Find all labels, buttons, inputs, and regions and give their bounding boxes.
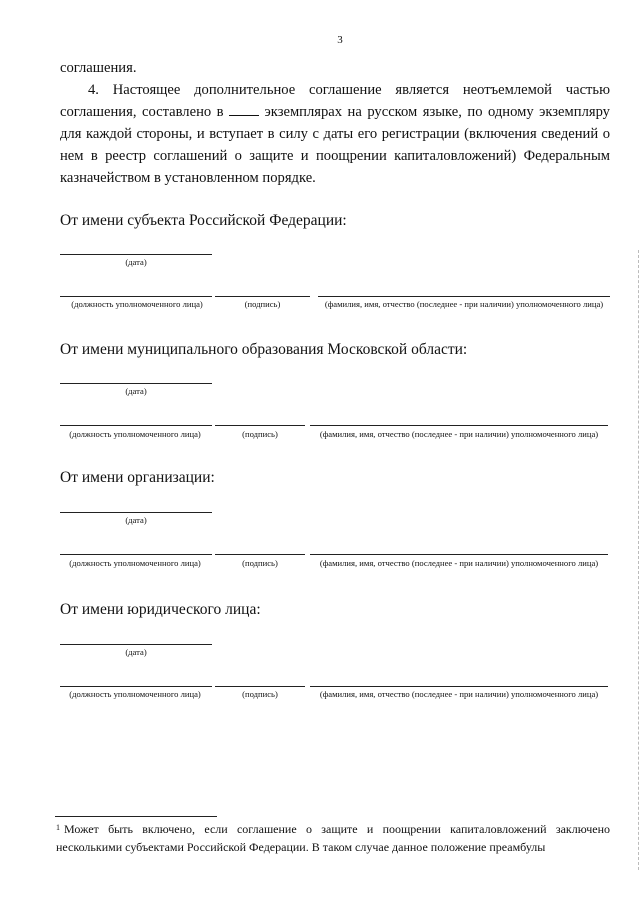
date-caption: (дата) xyxy=(125,386,147,396)
item-4-text-end: экземплярах на русском языке, по одному экземпляру для каждой стороны, и вступает в силу с даты его регистрации (включения сведений о нем в реестр соглашений о защите и поощрении капиталовложений) Федеральным казначейством в установленном порядке. xyxy=(60,104,610,186)
position-caption: (должность уполномоченного лица) xyxy=(69,429,201,439)
footnote-text: Может быть включено, если соглашение о защите и поощрении капиталовложений заключено несколькими субъектами Российской Федерации. В таком случае данное положение преамбулы xyxy=(56,822,610,854)
signature-line xyxy=(215,554,305,555)
signature-caption: (подпись) xyxy=(244,299,281,309)
full-name-caption: (фамилия, имя, отчество (последнее - при наличии) уполномоченного лица) xyxy=(319,689,599,699)
position-line xyxy=(60,554,212,555)
signature-block-title: От имени юридического лица: xyxy=(60,601,261,618)
position-caption: (должность уполномоченного лица) xyxy=(71,299,203,309)
position-line xyxy=(60,425,212,426)
signature-caption: (подпись) xyxy=(242,689,278,699)
page-number: 3 xyxy=(337,34,343,46)
date-caption: (дата) xyxy=(125,515,147,525)
date-line xyxy=(60,254,212,255)
full-name-caption: (фамилия, имя, отчество (последнее - при наличии) уполномоченного лица) xyxy=(319,558,599,568)
paragraph-item-4 xyxy=(60,79,610,189)
signature-line xyxy=(215,296,310,297)
signature-block-title: От имени субъекта Российской Федерации: xyxy=(60,212,347,229)
signature-block-title: От имени организации: xyxy=(60,469,215,486)
date-line xyxy=(60,512,212,513)
signature-block-title: От имени муниципального образования Московской области: xyxy=(60,341,468,358)
scan-edge xyxy=(637,250,639,870)
copies-count-blank xyxy=(229,103,259,116)
position-caption: (должность уполномоченного лица) xyxy=(69,558,201,568)
position-line xyxy=(60,686,212,687)
date-caption: (дата) xyxy=(125,647,147,657)
full-name-line xyxy=(318,296,610,297)
date-caption: (дата) xyxy=(125,257,147,267)
footnote xyxy=(56,820,610,856)
full-name-caption: (фамилия, имя, отчество (последнее - при наличии) уполномоченного лица) xyxy=(324,299,604,309)
position-line xyxy=(60,296,212,297)
full-name-caption: (фамилия, имя, отчество (последнее - при наличии) уполномоченного лица) xyxy=(319,429,599,439)
date-line xyxy=(60,383,212,384)
full-name-line xyxy=(310,554,608,555)
signature-line xyxy=(215,686,305,687)
signature-caption: (подпись) xyxy=(242,558,278,568)
position-caption: (должность уполномоченного лица) xyxy=(69,689,201,699)
footnote-marker: 1 xyxy=(56,823,60,832)
footnote-separator xyxy=(55,816,217,817)
full-name-line xyxy=(310,686,608,687)
full-name-line xyxy=(310,425,608,426)
item-4-text-start: 4. Настоящее дополнительное соглашение является неотъемлемой частью соглашения, составлено в xyxy=(60,82,610,120)
paragraph-continuation: соглашения. xyxy=(60,60,137,76)
signature-line xyxy=(215,425,305,426)
date-line xyxy=(60,644,212,645)
signature-caption: (подпись) xyxy=(242,429,278,439)
